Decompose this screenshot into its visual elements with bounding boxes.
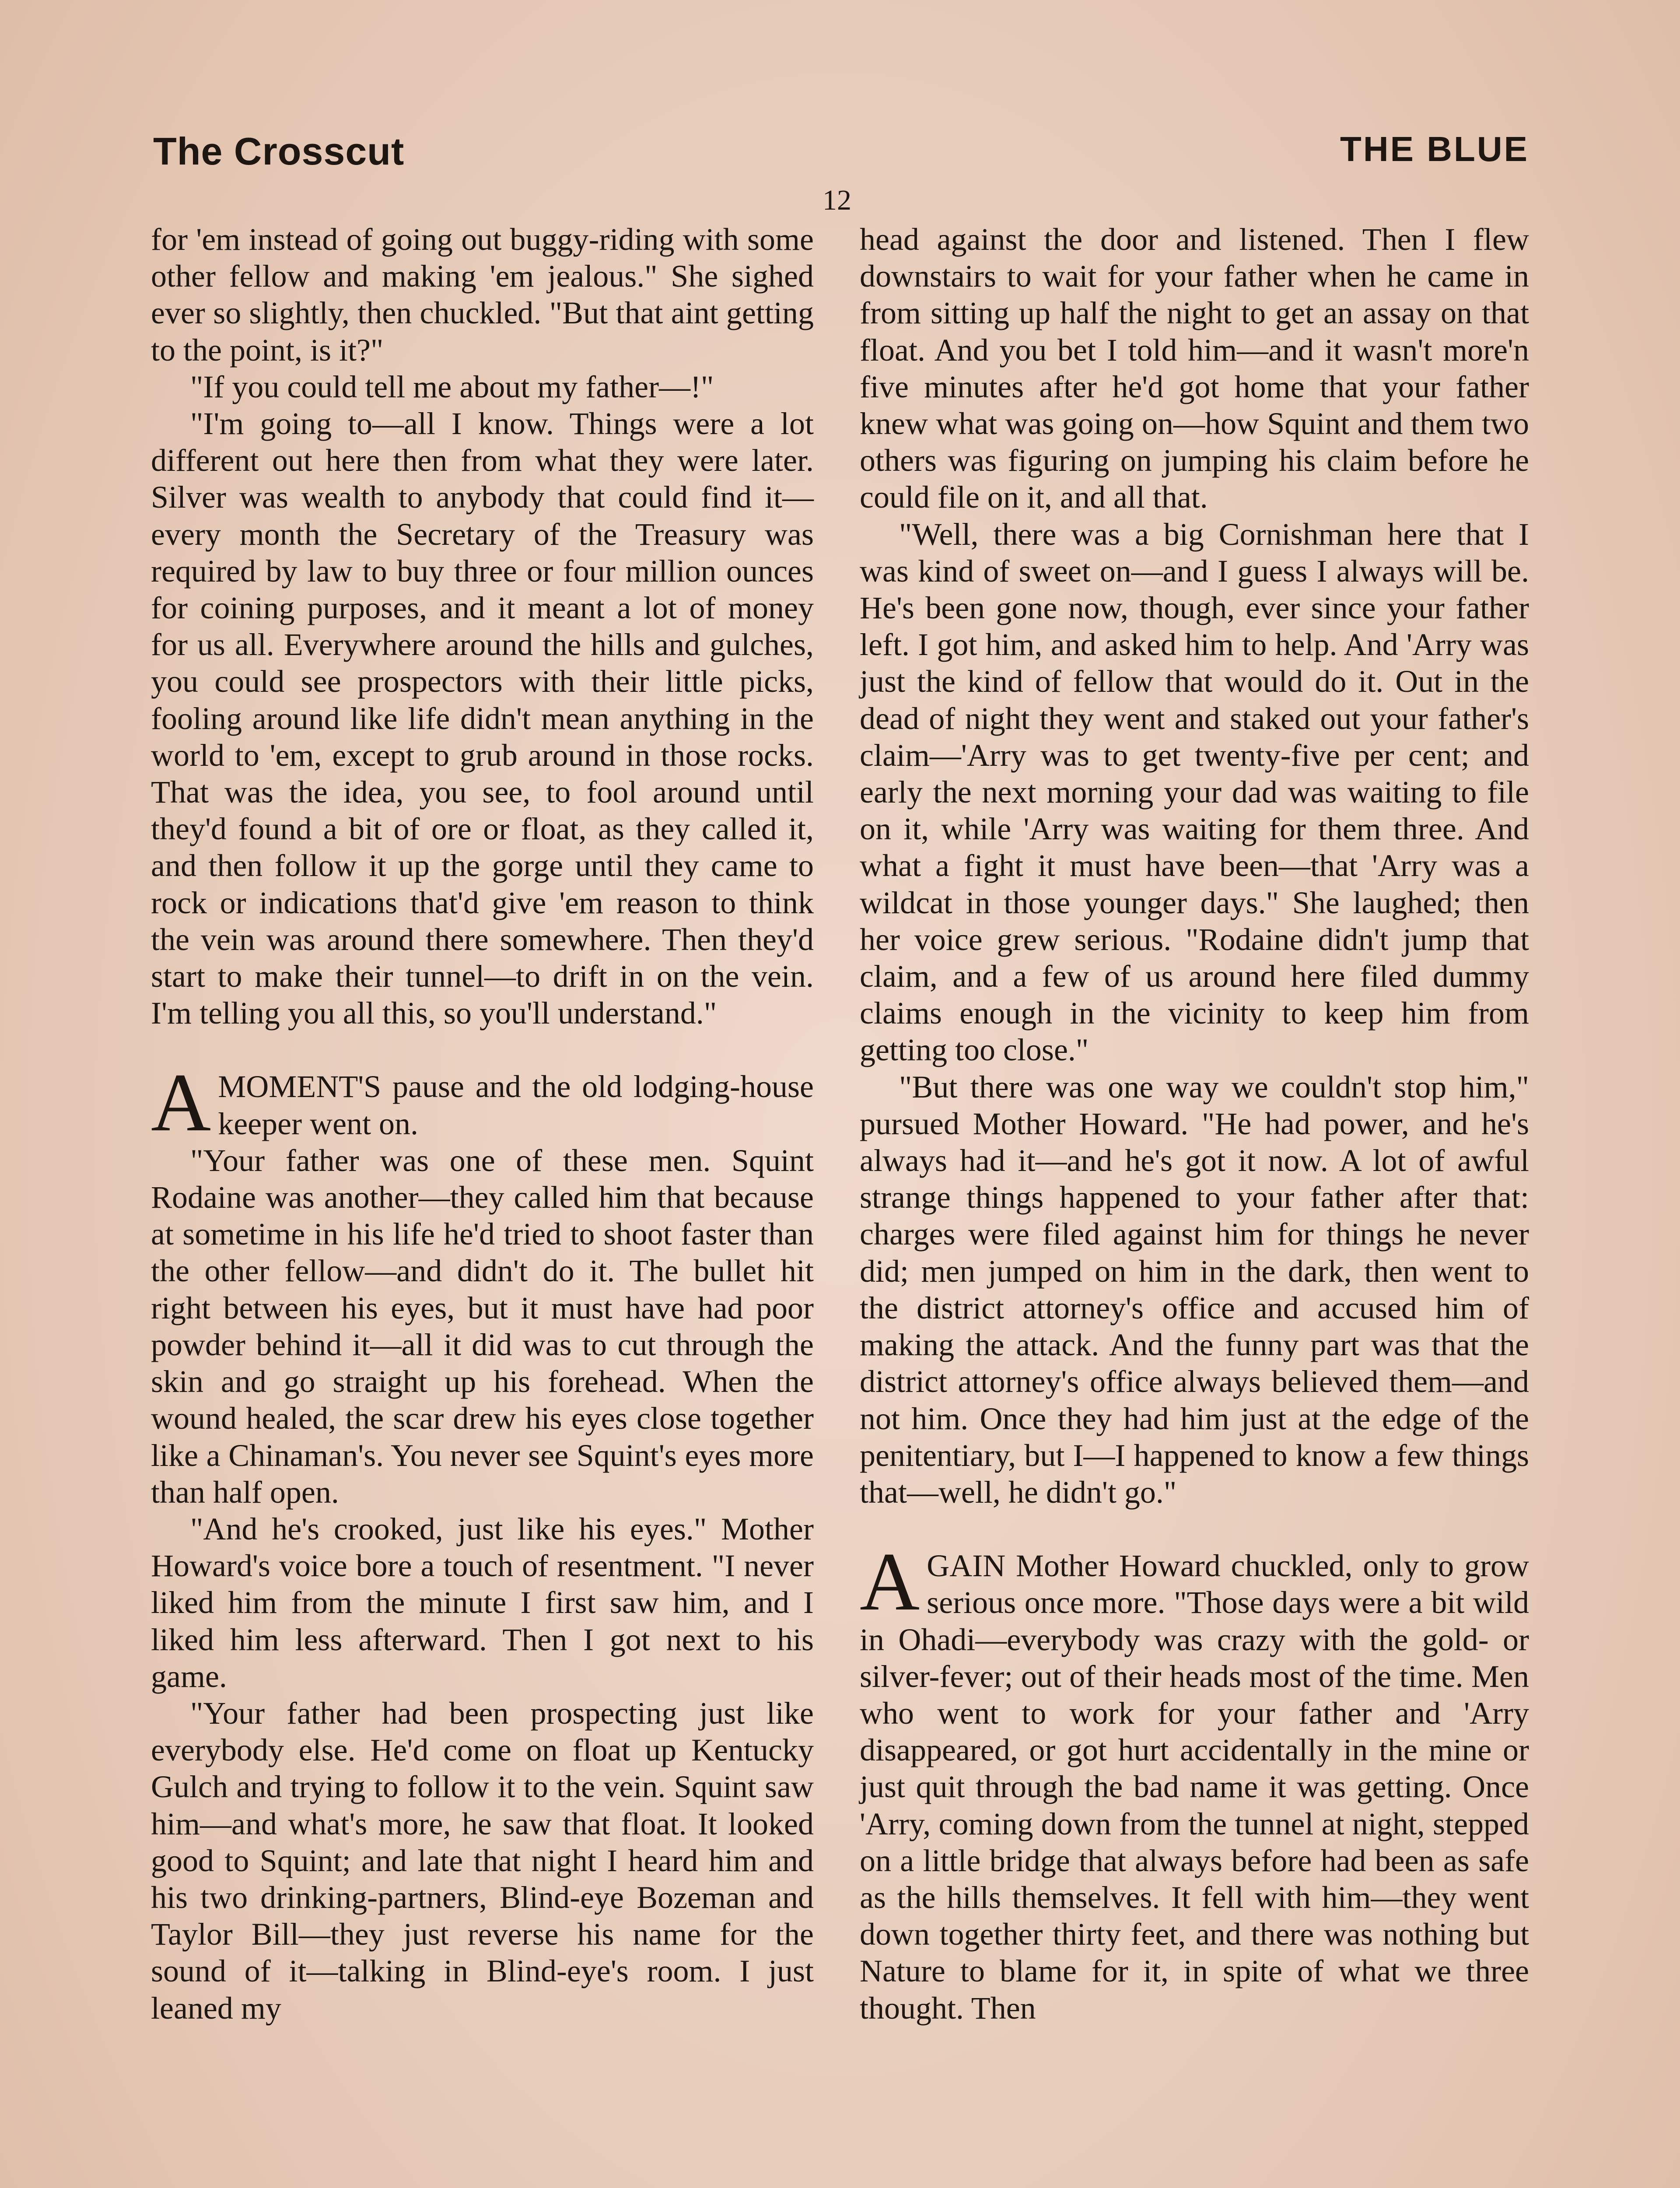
drop-cap: A [151,1057,211,1149]
drop-cap: A [860,1536,920,1628]
paragraph: "If you could tell me about my father—!" [190,369,714,404]
paragraph: "Well, there was a big Cornishman here that I was kind of sweet on—and I guess I always will be. He's been gone now, though, ever since your father left. I got him, and asked him to help. And 'Arry was just the kind of fellow that would do it. Out in the dead of night they went and staked out your father's claim—'Arry was to get twenty-five per cent; and early the next morning your dad was waiting to file on it, while 'Arry was waiting for them three. And what a fight it must have been—that 'Arry was a wildcat in those younger days." She laughed; then her voice grew serious. "Rodaine didn't jump that claim, and a few of us around here filed dummy claims enough in the vicinity to keep him from getting too close." [860,516,1529,1068]
lead-in-word: GAIN [927,1548,1006,1584]
paragraph: head against the door and listened. Then I flew downstairs to wait for your father when he came in from sitting up half the night to get an assay on that float. And you bet I told him—and it wasn't more'n five minutes after he'd got home that your father knew what was going on—how Squint and them two others was figuring on jumping his claim before he could file on it, and all that. [860,222,1529,515]
paragraph: "And he's crooked, just like his eyes." Mother Howard's voice bore a touch of resentment. "I never liked him from the minute I first saw him, and I liked him less afterward. Then I got next to his game. [151,1511,814,1694]
paragraph: "Your father had been prospecting just like everybody else. He'd come on float up Kentucky Gulch and trying to follow it to the vein. Squint saw him—and what's more, he saw that float. It looked good to Squint; and late that night I heard him and his two drinking-partners, Blind-eye Bozeman and Taylor Bill—they just reverse his name for the sound of it—talking in Blind-eye's room. I just leaned my [151,1695,814,2026]
paragraph: for 'em instead of going out buggy-riding with some other fellow and making 'em jealous." She sighed ever so slightly, then chuckled. "But that aint getting to the point, is it?" [151,222,814,368]
section-paragraph [151,1057,814,1149]
paragraph-text: pause and the old lodging-house keeper went on. [218,1069,814,1141]
paragraph: "But there was one way we couldn't stop him," pursued Mother Howard. "He had power, and he's always had it—and he's got it now. A lot of awful strange things happened to your father after that: charges were filed against him for things he never did; men jumped on him in the dark, then went to the district attorney's office and accused him of making the attack. And the funny part was that the district attorney's office always believed them—and not him. Once they had him just at the edge of the penitentiary, but I—I happened to know a few things that—well, he didn't go." [860,1069,1529,1510]
paragraph: "Your father was one of these men. Squint Rodaine was another—they called him that because at sometime in his life he'd tried to shoot faster than the other fellow—and didn't do it. The bullet hit right between his eyes, but it must have had poor powder behind it—all it did was to cut through the skin and go straight up his forehead. When the wound healed, the scar drew his eyes close together like a Chinaman's. You never see Squint's eyes more than half open. [151,1143,814,1510]
paragraph-text: Mother Howard chuckled, only to grow serious once more. "Those days were a bit wild in Ohadi—everybody was crazy with the gold- or silver-fever; out of their heads most of the time. Men who went to work for your father and 'Arry disappeared, or got hurt accidentally in the mine or just quit through the bad name it was getting. Once 'Arry, coming down from the tunnel at night, stepped on a little bridge that always before had been as safe as the hills themselves. It fell with him—they went down together thirty feet, and there was nothing but Nature to blame for it, in spite of what we three thought. Then [860,1548,1529,2026]
lead-in-word: MOMENT'S [218,1069,382,1105]
running-header-magazine: THE BLUE [1340,130,1529,168]
paragraph: "I'm going to—all I know. Things were a lot different out here then from what they were later. Silver was wealth to anybody that could find it—every month the Secretary of the Treasury was required by law to buy three or four million ounces for coining purposes, and it meant a lot of money for us all. Everywhere around the hills and gulches, you could see prospectors with their little picks, fooling around like life didn't mean anything in the world to 'em, except to grub around in those rocks. That was the idea, you see, to fool around until they'd found a bit of ore or float, as they called it, and then follow it up the gorge until they came to rock or indications that'd give 'em reason to think the vein was around there somewhere. Then they'd start to make their tunnel—to drift in on the vein. I'm telling you all this, so you'll understand." [151,406,814,1031]
right-column [860,221,1529,2027]
section-paragraph [860,1536,1529,2027]
page-number: 12 [822,184,851,216]
left-column [151,221,814,2027]
running-header-title: The Crosscut [153,130,405,173]
